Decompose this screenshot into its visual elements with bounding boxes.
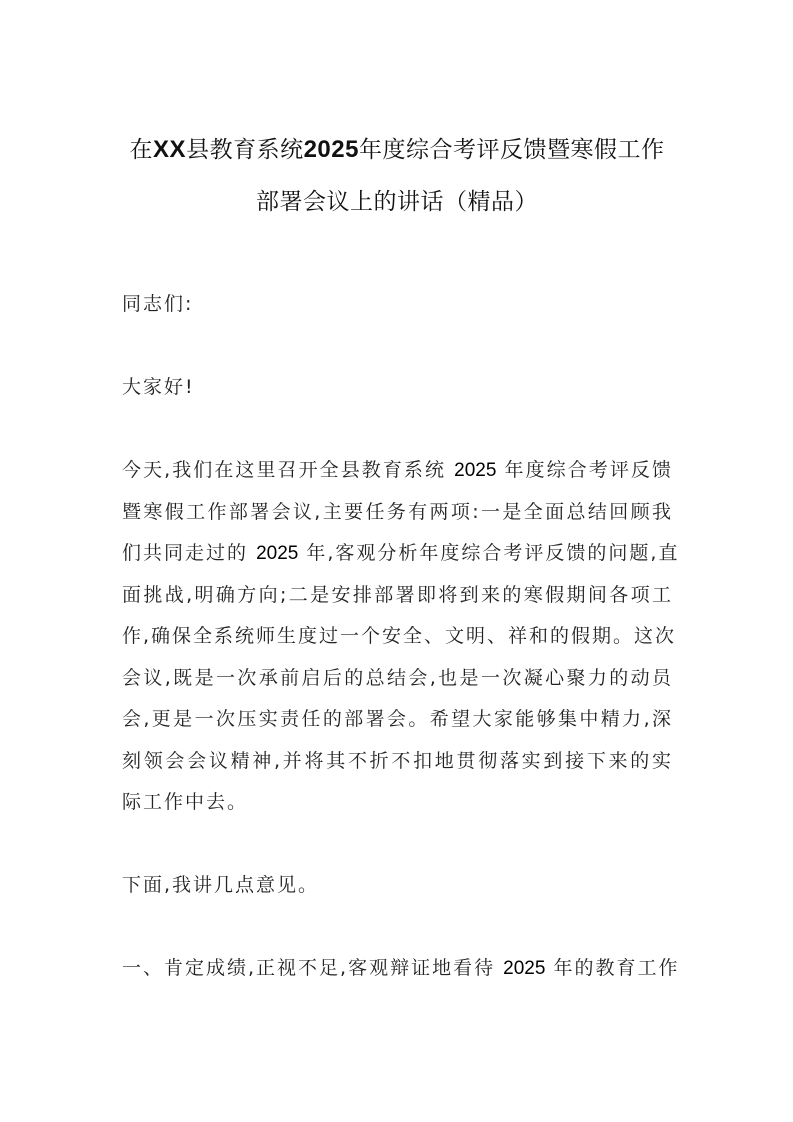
salutation: 同志们: (122, 293, 194, 315)
document-title (118, 124, 676, 228)
paragraph-line: 今天,我们在这里召开全县教育系统 2025 年度综合考评反馈 (122, 459, 673, 481)
paragraph-line: 作,确保全系统师生度过一个安全、文明、祥和的假期。这次 (122, 625, 677, 647)
title-line-1: 在XX县教育系统2025年度综合考评反馈暨寒假工作 (129, 136, 665, 163)
title-year: 2025 (303, 136, 359, 163)
year-number: 2025 (454, 460, 497, 481)
paragraph-line: 际工作中去。 (122, 791, 249, 813)
paragraph-line: 暨寒假工作部署会议,主要任务有两项:一是全面总结回顾我 (122, 500, 673, 523)
section-heading-1: 一、肯定成绩,正视不足,客观辩证地看待 2025 年的教育工作 (122, 957, 680, 979)
paragraph-line: 面挑战,明确方向;二是安排部署即将到来的寒假期间各项工 (122, 583, 673, 606)
paragraph-line: 会,更是一次压实责任的部署会。希望大家能够集中精力,深 (122, 708, 673, 730)
title-line-2: 部署会议上的讲话（精品） (256, 189, 538, 215)
intro-paragraph (122, 450, 680, 824)
year-number: 2025 (256, 543, 299, 564)
paragraph-line: 们共同走过的 2025 年,客观分析年度综合考评反馈的问题,直 (122, 542, 680, 564)
document-body (122, 284, 680, 1031)
year-number: 2025 (503, 958, 546, 979)
paragraph-line: 会议,既是一次承前启后的总结会,也是一次凝心聚力的动员 (122, 666, 673, 689)
transition-sentence: 下面,我讲几点意见。 (122, 874, 320, 896)
greeting: 大家好! (122, 376, 195, 398)
paragraph-line: 刻领会会议精神,并将其不折不扣地贯彻落实到接下来的实 (122, 749, 673, 772)
title-placeholder-xx: XX (153, 136, 187, 163)
